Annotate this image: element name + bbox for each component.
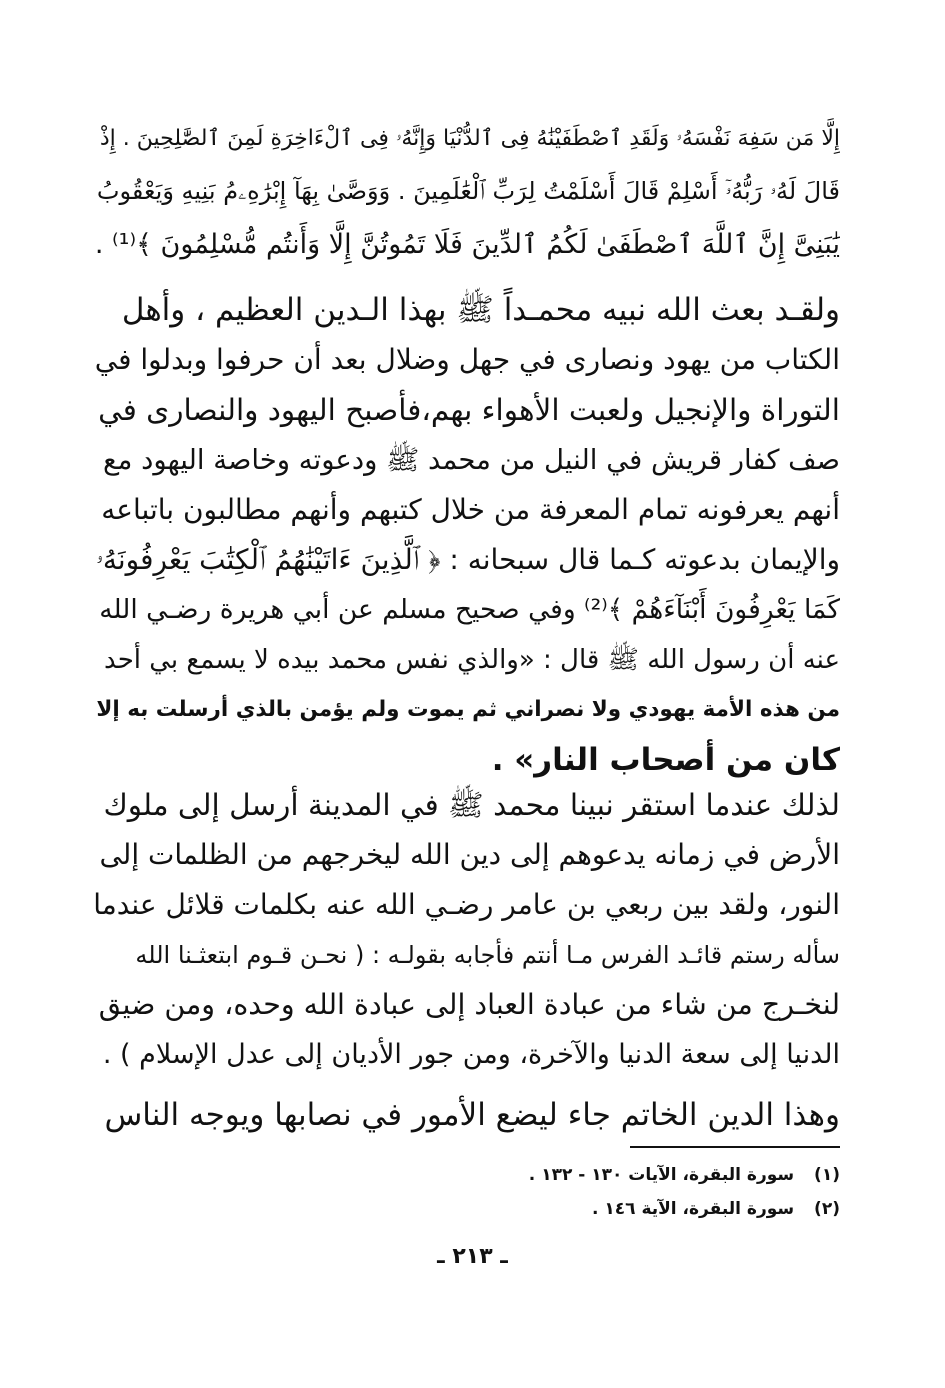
text-line: لنخـرج من شاء من عبادة العباد إلى عبادة الله وحده، ومن ضيق bbox=[98, 988, 840, 1021]
text-line: صف كفار قريش في النيل من محمد ﷺ ودعوته وخاصة اليهود مع bbox=[103, 444, 840, 476]
text-line: كَمَا يَعْرِفُونَ أَبْنَآءَهُمْ ﴾⁽²⁾ وفي صحيح مسلم عن أبي هريرة رضـي الله bbox=[99, 594, 840, 625]
footnote-text: سورة البقرة، الآية ١٤٦ . bbox=[592, 1199, 795, 1219]
footnote-number: (٢) bbox=[814, 1199, 840, 1219]
text-line: والإيمان بدعوته كـما قال سبحانه : ﴿ ٱلَّذِينَ ءَاتَيْنَٰهُمُ ٱلْكِتَٰبَ يَعْرِفُونَهُۥ bbox=[95, 543, 840, 576]
text-line: الدنيا إلى سعة الدنيا والآخرة، ومن جور الأديان إلى عدل الإسلام ) . bbox=[102, 1039, 840, 1070]
footnotes bbox=[380, 1158, 840, 1226]
paragraph-1 bbox=[92, 285, 840, 785]
footnote-2 bbox=[380, 1192, 840, 1226]
verse-line: قَالَ لَهُۥ رَبُّهُۥٓ أَسْلِمْ قَالَ أَسْلَمْتُ لِرَبِّ ٱلْعَٰلَمِينَ . وَوَصَّىٰ بِهَآ إِبْرَٰهِۦمُ بَنِيهِ وَيَعْقُوبُ bbox=[96, 177, 840, 205]
text-line: النور، ولقد بين ربعي بن عامر رضـي الله عنه بكلمات قلائل عندما bbox=[93, 888, 840, 921]
text-line: سأله رستم قائـد الفرس مـا أنتم فأجابه بقولـه : ( نحـن قـوم ابتعثـنا الله bbox=[135, 941, 840, 969]
text-line: وهذا الدين الخاتم جاء ليضع الأمور في نصابها ويوجه الناس bbox=[104, 1097, 840, 1133]
quran-verse-block bbox=[92, 112, 840, 271]
footnote-number: (١) bbox=[814, 1165, 840, 1185]
verse-line: إِلَّا مَن سَفِهَ نَفْسَهُۥ وَلَقَدِ ٱصْطَفَيْنَٰهُ فِى ٱلدُّنْيَا وَإِنَّهُۥ فِى ٱلْءَاخِرَةِ لَمِنَ ٱلصَّٰلِحِينَ . إِذْ bbox=[99, 126, 840, 151]
text-line: التوراة والإنجيل ولعبت الأهواء بهم،فأصبح اليهود والنصارى في bbox=[98, 393, 840, 427]
verse-line: يَٰبَنِىَّ إِنَّ ٱللَّهَ ٱصْطَفَىٰ لَكُمُ ٱلدِّينَ فَلَا تَمُوتُنَّ إِلَّا وَأَنتُم مُّسْلِمُونَ ﴾⁽¹⁾ . bbox=[94, 229, 840, 260]
text-line: الكتاب من يهود ونصارى في جهل وضلال بعد أن حرفوا وبدلوا في bbox=[94, 343, 840, 376]
paragraph-2 bbox=[92, 780, 840, 1080]
text-line: أنهم يعرفونه تمام المعرفة من خلال كتبهم وأنهم مطالبون باتباعه bbox=[101, 493, 840, 526]
text-line: لذلك عندما استقر نبينا محمد ﷺ في المدينة أرسل إلى ملوك bbox=[103, 788, 840, 822]
text-line: ولقـد بعث الله نبيه محمـداً ﷺ بهذا الـدين العظيم ، وأهل bbox=[121, 292, 840, 328]
footnote-1 bbox=[380, 1158, 840, 1192]
footnote-divider bbox=[630, 1146, 840, 1148]
page-number: ـ ٢١٣ ـ bbox=[437, 1244, 508, 1269]
text-line: عنه أن رسول الله ﷺ قال : «والذي نفس محمد بيده لا يسمع بي أحد bbox=[104, 645, 840, 675]
hadith-line: كان من أصحاب النار» . bbox=[491, 742, 840, 778]
footnote-text: سورة البقرة، الآيات ١٣٠ - ١٣٢ . bbox=[528, 1165, 795, 1185]
hadith-line: من هذه الأمة يهودي ولا نصراني ثم يموت ولم يؤمن بالذي أرسلت به إلا bbox=[96, 697, 840, 722]
text-line: الأرض في زمانه يدعوهم إلى دين الله ليخرجهم من الظلمات إلى bbox=[99, 838, 840, 871]
paragraph-3 bbox=[92, 1090, 840, 1140]
